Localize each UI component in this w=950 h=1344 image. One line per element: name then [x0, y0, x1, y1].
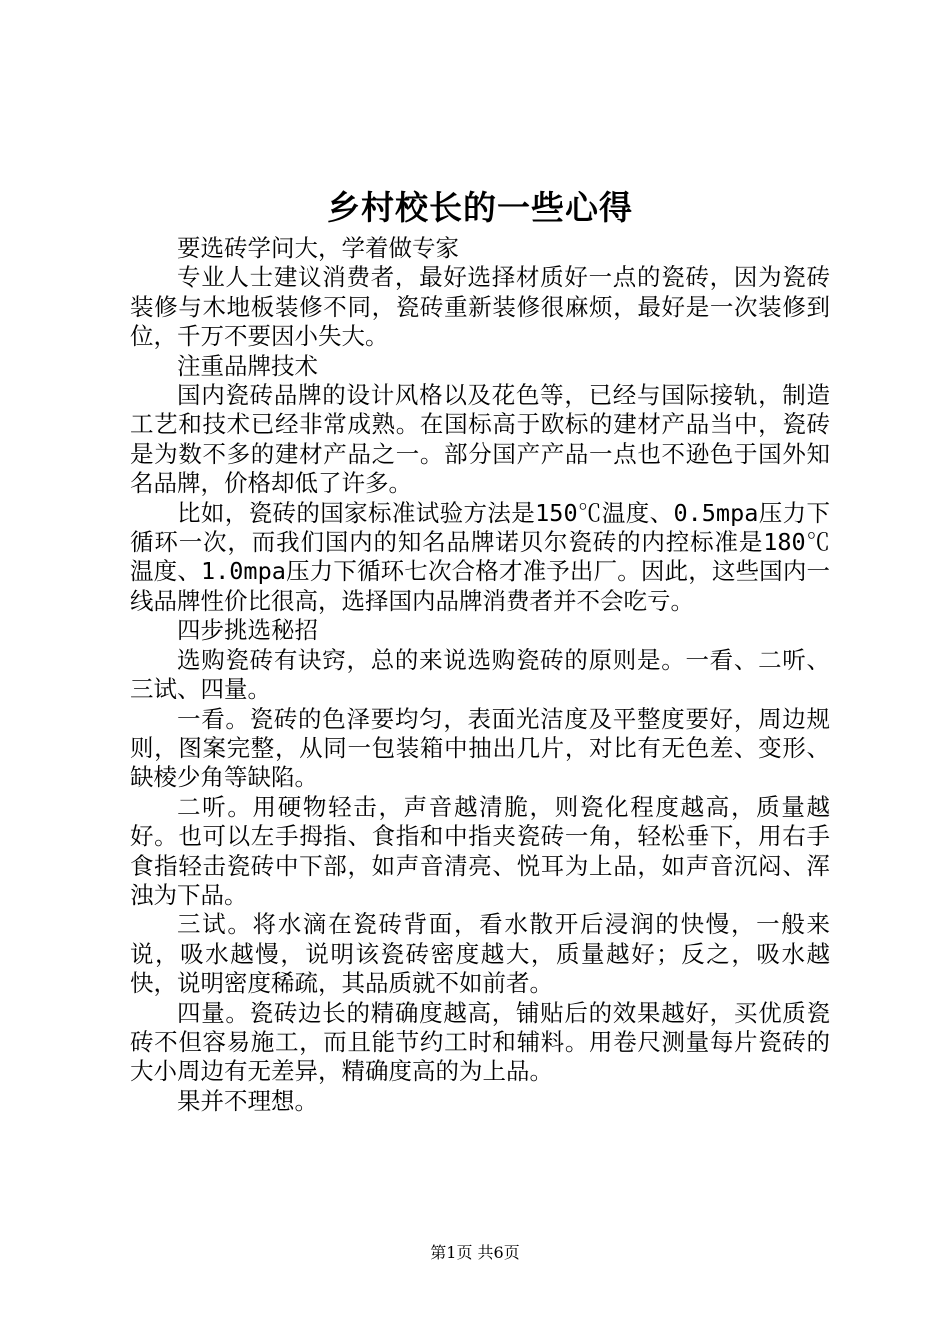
paragraph: 三试。将水滴在瓷砖背面，看水散开后浸润的快慢，一般来说，吸水越慢，说明该瓷砖密度越大，质量越好；反之，吸水越快，说明密度稀疏，其品质就不如前者。 [130, 910, 830, 998]
document-title: 乡村校长的一些心得 [327, 188, 633, 227]
paragraph: 选购瓷砖有诀窍，总的来说选购瓷砖的原则是。一看、二听、三试、四量。 [130, 645, 830, 704]
paragraph-heading: 四步挑选秘招 [177, 616, 318, 645]
paragraph: 国内瓷砖品牌的设计风格以及花色等，已经与国际接轨，制造工艺和技术已经非常成熟。在国标高于欧标的建材产品当中，瓷砖是为数不多的建材产品之一。部分国产产品一点也不逊色于国外知名品牌，价格却低了许多。 [130, 381, 830, 498]
paragraph: 比如，瓷砖的国家标准试验方法是150℃温度、0.5mpa压力下循环一次，而我们国内的知名品牌诺贝尔瓷砖的内控标准是180℃温度、1.0mpa压力下循环七次合格才准予出厂。因此，这些国内一线品牌性价比很高，选择国内品牌消费者并不会吃亏。 [130, 498, 830, 615]
paragraph: 一看。瓷砖的色泽要均匀，表面光洁度及平整度要好，周边规则，图案完整，从同一包装箱中抽出几片，对比有无色差、变形、缺棱少角等缺陷。 [130, 704, 830, 792]
paragraph-heading: 注重品牌技术 [177, 351, 318, 380]
paragraph: 果并不理想。 [177, 1086, 318, 1115]
paragraph: 四量。瓷砖边长的精确度越高，铺贴后的效果越好，买优质瓷砖不但容易施工，而且能节约工时和辅料。用卷尺测量每片瓷砖的大小周边有无差异，精确度高的为上品。 [130, 998, 830, 1086]
paragraph: 专业人士建议消费者，最好选择材质好一点的瓷砖，因为瓷砖装修与木地板装修不同，瓷砖重新装修很麻烦，最好是一次装修到位，千万不要因小失大。 [130, 263, 830, 351]
paragraph: 二听。用硬物轻击，声音越清脆，则瓷化程度越高，质量越好。也可以左手拇指、食指和中指夹瓷砖一角，轻松垂下，用右手食指轻击瓷砖中下部，如声音清亮、悦耳为上品，如声音沉闷、浑浊为下品。 [130, 792, 830, 909]
paragraph-heading: 要选砖学问大，学着做专家 [177, 234, 459, 262]
document-body [130, 234, 830, 1116]
page-number-footer: 第1页 共6页 [430, 1243, 520, 1262]
